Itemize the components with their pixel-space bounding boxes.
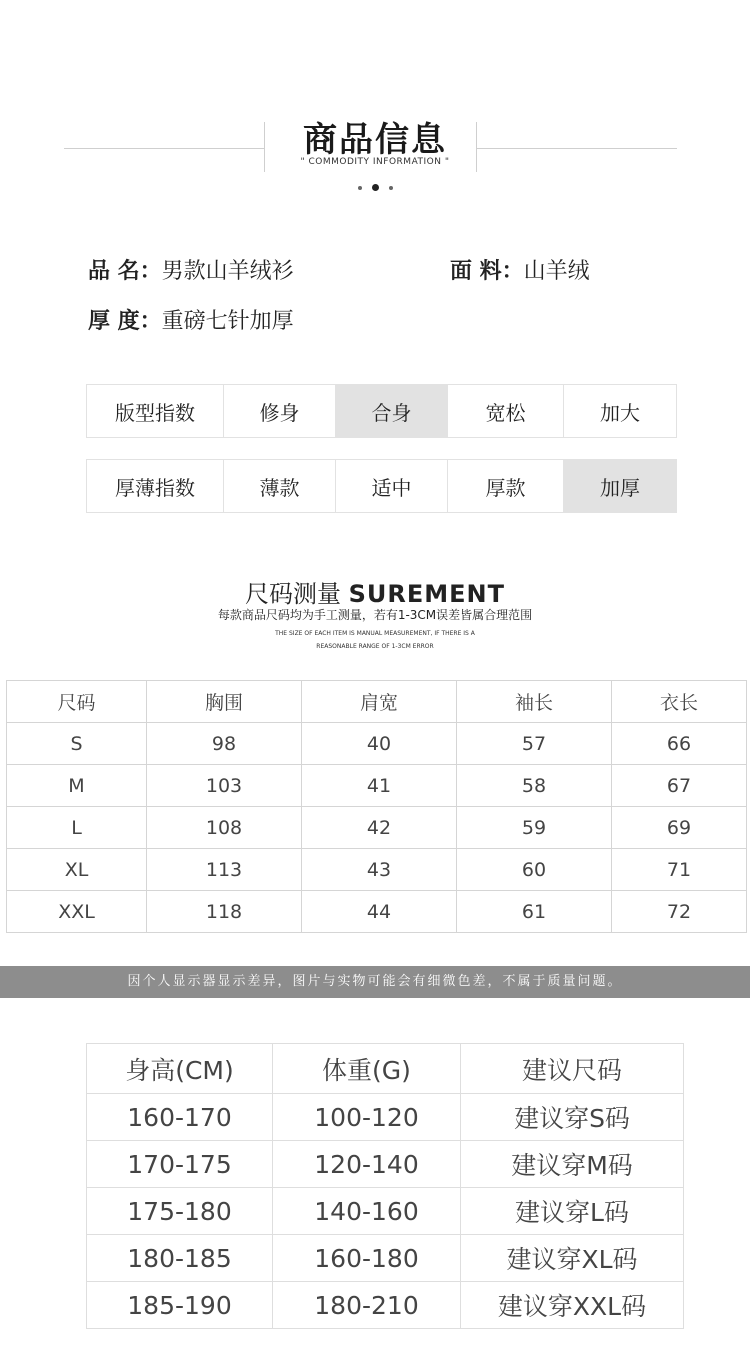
size-cell: S	[7, 723, 147, 765]
size-header-cell: 肩宽	[302, 681, 457, 723]
table-row	[87, 1141, 684, 1188]
recommend-cell: 160-180	[273, 1235, 461, 1282]
recommend-cell: 100-120	[273, 1094, 461, 1141]
size-cell: 41	[302, 765, 457, 807]
info-fabric-value: 山羊绒	[523, 259, 590, 284]
info-fabric	[450, 254, 590, 285]
size-cell: 98	[147, 723, 302, 765]
dot	[389, 186, 393, 190]
size-cell: 43	[302, 849, 457, 891]
table-row	[7, 849, 747, 891]
size-cell: 57	[457, 723, 612, 765]
table-row	[7, 765, 747, 807]
table-row	[87, 1282, 684, 1329]
decorative-dots	[0, 184, 750, 191]
recommend-cell: 170-175	[87, 1141, 273, 1188]
table-row	[87, 1235, 684, 1282]
size-cell: 40	[302, 723, 457, 765]
recommend-cell: 185-190	[87, 1282, 273, 1329]
recommend-table	[86, 1043, 684, 1329]
size-section-title	[0, 574, 750, 609]
table-row	[87, 1094, 684, 1141]
size-note-line1: THE SIZE OF EACH ITEM IS MANUAL MEASUREMENT, IF THERE IS A	[275, 630, 475, 637]
recommend-cell: 建议穿M码	[461, 1141, 684, 1188]
table-row	[87, 1188, 684, 1235]
recommend-header-cell: 体重(G)	[273, 1044, 461, 1094]
info-name	[88, 254, 294, 285]
size-table	[6, 680, 747, 933]
header-line-right	[477, 148, 677, 149]
table-row	[7, 891, 747, 933]
info-name-value: 男款山羊绒衫	[161, 259, 294, 284]
size-cell: 66	[612, 723, 747, 765]
size-cell: M	[7, 765, 147, 807]
size-cell: L	[7, 807, 147, 849]
disclaimer-banner: 因个人显示器显示差异，图片与实物可能会有细微色差，不属于质量问题。	[0, 966, 750, 998]
thickness-index-label: 厚薄指数	[87, 460, 224, 513]
size-header-cell: 胸围	[147, 681, 302, 723]
size-cell: 118	[147, 891, 302, 933]
fit-index-label: 版型指数	[87, 385, 224, 438]
size-cell: 58	[457, 765, 612, 807]
size-cell: 42	[302, 807, 457, 849]
size-title-en: SUREMENT	[348, 580, 506, 608]
size-cell: 60	[457, 849, 612, 891]
size-cell: 67	[612, 765, 747, 807]
size-cell: 108	[147, 807, 302, 849]
size-header-cell: 袖长	[457, 681, 612, 723]
fit-option-selected: 合身	[336, 385, 448, 438]
info-thickness-label: 厚 度：	[88, 309, 162, 334]
fit-option: 加大	[564, 385, 677, 438]
size-cell: 71	[612, 849, 747, 891]
size-cell: XL	[7, 849, 147, 891]
info-fabric-label: 面 料：	[450, 259, 524, 284]
page-subtitle: " COMMODITY INFORMATION "	[300, 157, 450, 167]
fit-index-table	[86, 384, 677, 438]
size-cell: XXL	[7, 891, 147, 933]
recommend-cell: 建议穿XL码	[461, 1235, 684, 1282]
dot-active	[372, 184, 379, 191]
size-cell: 113	[147, 849, 302, 891]
thickness-option: 薄款	[224, 460, 336, 513]
recommend-cell: 180-185	[87, 1235, 273, 1282]
info-name-label: 品 名：	[88, 259, 162, 284]
table-row	[7, 807, 747, 849]
size-cell: 72	[612, 891, 747, 933]
size-cell: 103	[147, 765, 302, 807]
size-cell: 69	[612, 807, 747, 849]
recommend-cell: 建议穿XXL码	[461, 1282, 684, 1329]
recommend-header-cell: 身高(CM)	[87, 1044, 273, 1094]
thickness-index-table	[86, 459, 677, 513]
size-table-header	[7, 681, 747, 723]
info-thickness	[88, 304, 294, 335]
recommend-cell: 140-160	[273, 1188, 461, 1235]
size-section-subtitle: 每款商品尺码均为手工测量，若有1-3CM误差皆属合理范围	[217, 608, 533, 622]
size-header-cell: 衣长	[612, 681, 747, 723]
page-title: 商品信息	[303, 120, 447, 160]
thickness-option: 适中	[336, 460, 448, 513]
info-thickness-value: 重磅七针加厚	[161, 309, 294, 334]
thickness-option: 厚款	[448, 460, 564, 513]
recommend-cell: 180-210	[273, 1282, 461, 1329]
header-divider-right	[476, 122, 477, 172]
recommend-cell: 175-180	[87, 1188, 273, 1235]
size-header-cell: 尺码	[7, 681, 147, 723]
table-row	[7, 723, 747, 765]
size-cell: 59	[457, 807, 612, 849]
recommend-cell: 160-170	[87, 1094, 273, 1141]
size-cell: 44	[302, 891, 457, 933]
size-cell: 61	[457, 891, 612, 933]
recommend-cell: 建议穿S码	[461, 1094, 684, 1141]
thickness-option-selected: 加厚	[564, 460, 677, 513]
recommend-table-header	[87, 1044, 684, 1094]
recommend-cell: 120-140	[273, 1141, 461, 1188]
fit-option: 宽松	[448, 385, 564, 438]
recommend-cell: 建议穿L码	[461, 1188, 684, 1235]
dot	[358, 186, 362, 190]
size-title-cn: 尺码测量	[244, 580, 341, 608]
fit-option: 修身	[224, 385, 336, 438]
size-note-line2: REASONABLE RANGE OF 1-3CM ERROR	[316, 643, 434, 650]
recommend-header-cell: 建议尺码	[461, 1044, 684, 1094]
